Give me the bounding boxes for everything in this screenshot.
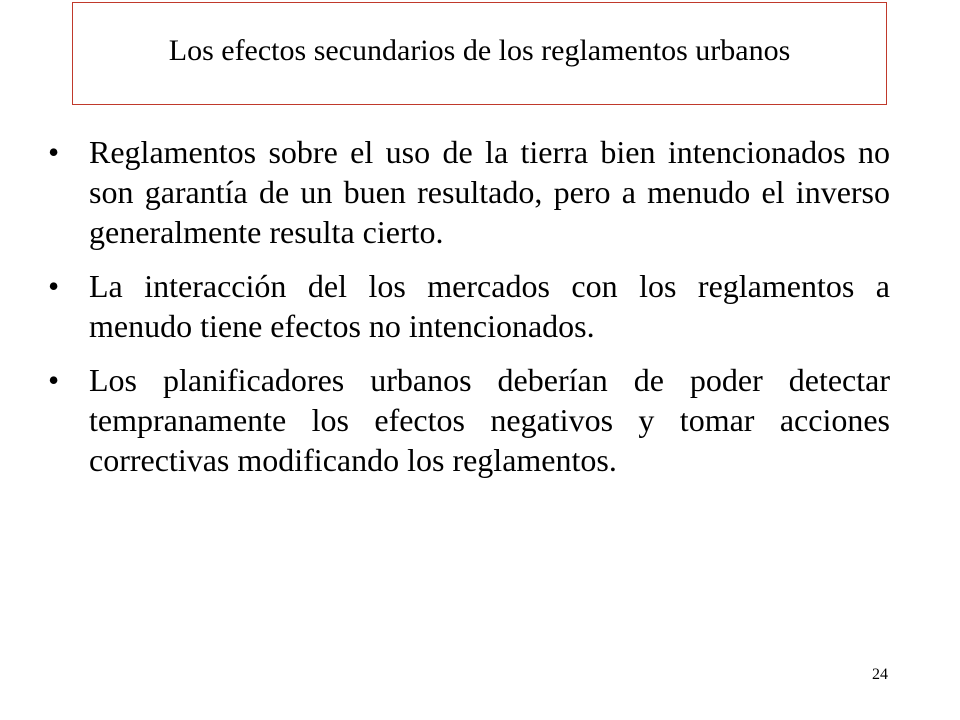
bullet-text-2: La interacción del los mercados con los reglamentos a menudo tiene efectos no intencionados. (89, 268, 890, 344)
bullet-list (48, 132, 890, 494)
bullet-dot-icon: • (48, 362, 60, 398)
bullet-dot-icon: • (48, 268, 60, 304)
bullet-item-3 (48, 360, 890, 480)
bullet-dot-icon: • (48, 134, 60, 170)
bullet-text-3: Los planificadores urbanos deberían de poder detectar tempranamente los efectos negativos y tomar acciones correctivas modificando los reglamentos. (89, 362, 890, 478)
bullet-item-1 (48, 132, 890, 252)
bullet-item-2 (48, 266, 890, 346)
title-box (72, 2, 887, 105)
page-number: 24 (872, 666, 888, 683)
slide-title: Los efectos secundarios de los reglamentos urbanos (168, 33, 791, 67)
bullet-text-1: Reglamentos sobre el uso de la tierra bien intencionados no son garantía de un buen resultado, pero a menudo el inverso generalmente resulta cierto. (89, 134, 890, 250)
